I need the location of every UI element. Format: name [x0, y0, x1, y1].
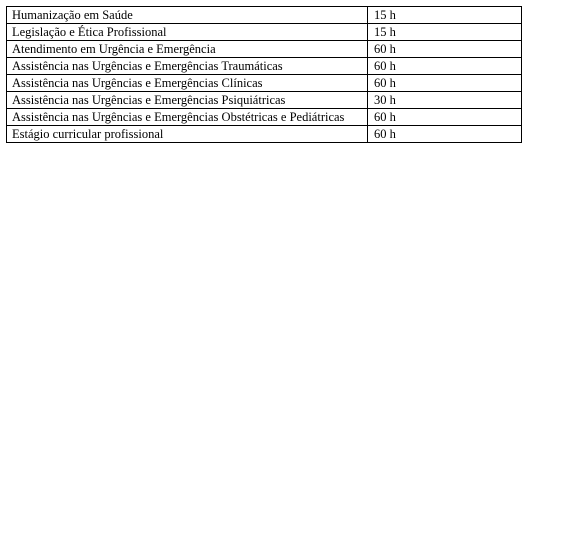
table-row [7, 75, 522, 92]
subject-cell: Estágio curricular profissional [7, 126, 368, 143]
table-row [7, 41, 522, 58]
hours-cell: 15 h [368, 24, 522, 41]
hours-cell: 60 h [368, 58, 522, 75]
hours-cell: 60 h [368, 75, 522, 92]
course-hours-table-body [7, 7, 522, 143]
table-row [7, 24, 522, 41]
hours-cell: 30 h [368, 92, 522, 109]
table-row [7, 92, 522, 109]
hours-cell: 60 h [368, 109, 522, 126]
subject-cell: Legislação e Ética Profissional [7, 24, 368, 41]
hours-cell: 15 h [368, 7, 522, 24]
subject-cell: Atendimento em Urgência e Emergência [7, 41, 368, 58]
subject-cell: Humanização em Saúde [7, 7, 368, 24]
course-hours-table [6, 6, 522, 143]
subject-cell: Assistência nas Urgências e Emergências Psiquiátricas [7, 92, 368, 109]
hours-cell: 60 h [368, 41, 522, 58]
table-row [7, 109, 522, 126]
subject-cell: Assistência nas Urgências e Emergências Traumáticas [7, 58, 368, 75]
table-row [7, 7, 522, 24]
subject-cell: Assistência nas Urgências e Emergências Obstétricas e Pediátricas [7, 109, 368, 126]
subject-cell: Assistência nas Urgências e Emergências Clínicas [7, 75, 368, 92]
table-row [7, 126, 522, 143]
hours-cell: 60 h [368, 126, 522, 143]
table-row [7, 58, 522, 75]
